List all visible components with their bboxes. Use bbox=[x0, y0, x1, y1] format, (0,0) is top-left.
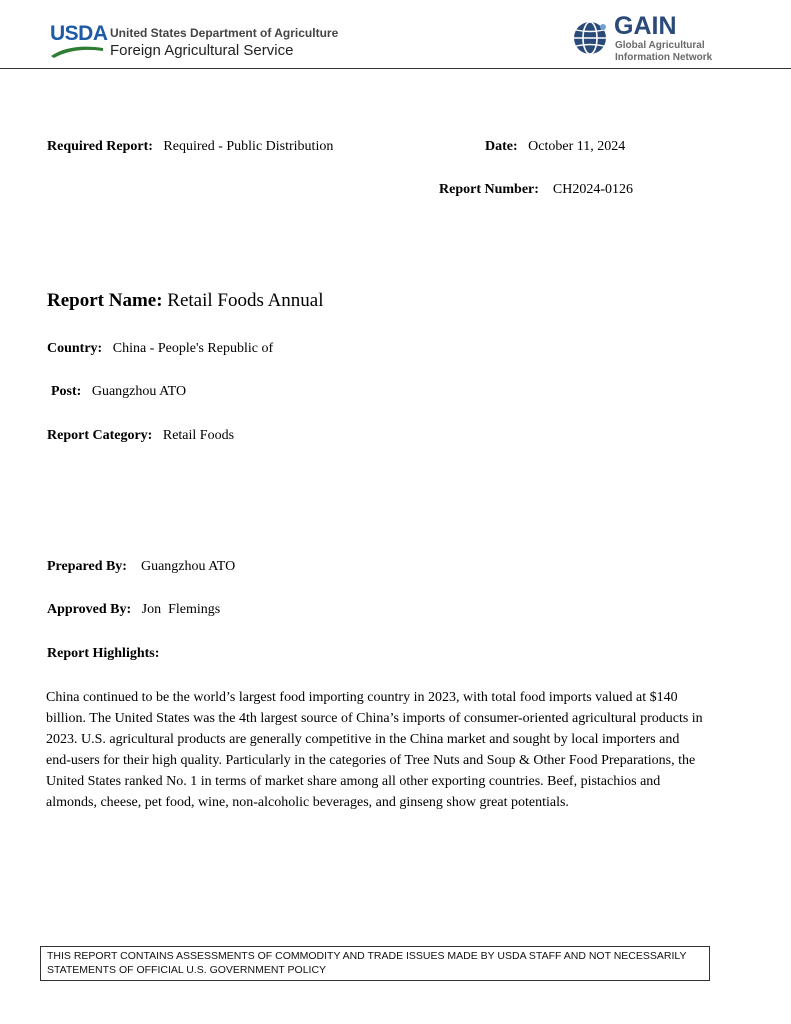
required-report-field bbox=[47, 138, 333, 156]
service-name: Foreign Agricultural Service bbox=[110, 42, 294, 59]
required-report-value: Required - Public Distribution bbox=[163, 139, 334, 154]
report-number-label: Report Number: bbox=[439, 182, 539, 197]
report-number-value: CH2024-0126 bbox=[552, 182, 634, 197]
report-name bbox=[47, 290, 324, 312]
post-field bbox=[51, 383, 186, 401]
approved-by-label: Approved By: bbox=[47, 602, 132, 617]
usda-swoosh-icon bbox=[50, 45, 104, 59]
department-name: United States Department of Agriculture bbox=[110, 26, 339, 40]
agency-block bbox=[110, 25, 338, 59]
gain-subtitle-line2: Information Network bbox=[615, 52, 713, 63]
report-category-label: Report Category: bbox=[47, 428, 153, 443]
disclaimer-box: THIS REPORT CONTAINS ASSESSMENTS OF COMMODITY AND TRADE ISSUES MADE BY USDA STAFF AND NOT NECESSARILY STATEMENTS OF OFFICIAL U.S. GOVERNMENT POLICY bbox=[40, 946, 710, 981]
globe-icon bbox=[572, 18, 610, 58]
required-report-label: Required Report: bbox=[47, 139, 153, 154]
gain-subtitle bbox=[615, 40, 712, 64]
report-number-field bbox=[439, 181, 633, 199]
post-label: Post: bbox=[51, 384, 82, 399]
header-divider bbox=[0, 68, 791, 69]
country-field bbox=[47, 340, 273, 358]
gain-title: GAIN bbox=[614, 12, 677, 40]
date-value: October 11, 2024 bbox=[528, 139, 626, 154]
date-field bbox=[485, 138, 625, 156]
prepared-by-field bbox=[47, 558, 235, 576]
highlights-heading: Report Highlights: bbox=[47, 646, 160, 661]
report-name-label: Report Name: bbox=[47, 290, 163, 311]
approved-by-field bbox=[47, 601, 220, 619]
gain-subtitle-line1: Global Agricultural bbox=[615, 40, 705, 51]
usda-logo bbox=[50, 24, 106, 60]
report-category-value: Retail Foods bbox=[162, 428, 235, 443]
country-value: China - People's Republic of bbox=[112, 341, 274, 356]
post-value: Guangzhou ATO bbox=[91, 384, 187, 399]
date-label: Date: bbox=[485, 139, 518, 154]
approved-by-value: Jon Flemings bbox=[141, 602, 221, 617]
country-label: Country: bbox=[47, 341, 103, 356]
report-name-value: Retail Foods Annual bbox=[167, 290, 324, 311]
prepared-by-value: Guangzhou ATO bbox=[140, 559, 236, 574]
highlights-paragraph: China continued to be the world’s largest food importing country in 2023, with total food imports valued at $140 billion. The United States was the 4th largest source of China’s imports of consumer-oriented agricultural products in 2023. U.S. agricultural products are generally competitive in the China market and sought by local importers and end-users for their high quality. Particularly in the categories of Tree Nuts and Soup & Other Food Preparations, the United States ranked No. 1 in terms of market share among all other exporting countries. Beef, pistachios and almonds, cheese, pet food, wine, non-alcoholic beverages, and ginseng show great potentials. bbox=[46, 690, 703, 810]
prepared-by-label: Prepared By: bbox=[47, 559, 127, 574]
report-category-field bbox=[47, 427, 234, 445]
usda-wordmark: USDA bbox=[50, 22, 108, 45]
